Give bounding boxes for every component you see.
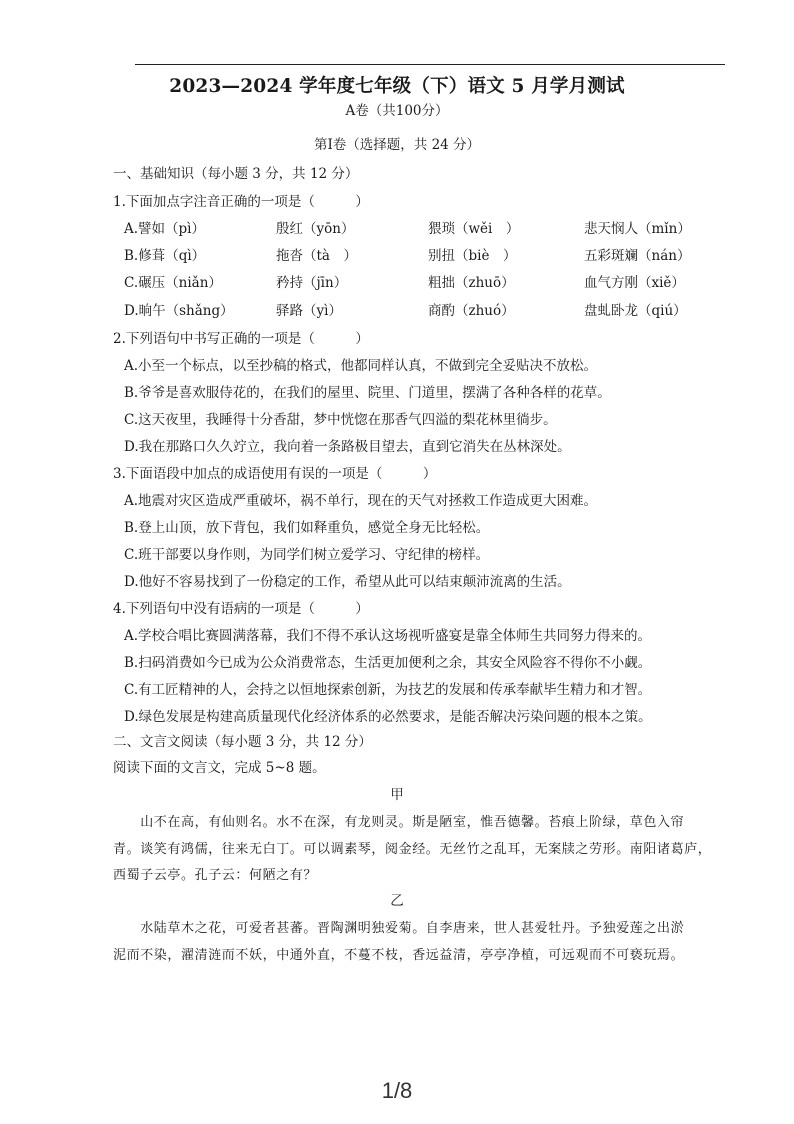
q1-option-d-word3: 商酌（zhuó） (428, 303, 515, 319)
q1-option-d-word4: 盘虬卧龙（qiú） (584, 303, 687, 319)
section2-heading: 二、文言文阅读（每小题 3 分，共 12 分） (113, 734, 372, 750)
q1-option-a-word2: 殷红（yōn） (276, 221, 355, 237)
q3-option-b: B.登上山顶，放下背包，我们如释重负，感觉全身无比轻松。 (124, 520, 490, 536)
q1-stem: 1.下面加点字注音正确的一项是（ ） (113, 194, 369, 210)
exam-subtitle: A卷（共100分） (345, 103, 449, 119)
q2-stem: 2.下列语句中书写正确的一项是（ ） (113, 331, 369, 347)
q1-option-b-word4: 五彩斑斓（nán） (584, 248, 691, 264)
q2-option-c: C.这天夜里，我睡得十分香甜，梦中恍惚在那香气四溢的梨花林里徜步。 (124, 412, 557, 428)
section1-heading: 一、基础知识（每小题 3 分，共 12 分） (113, 166, 359, 182)
q4-stem: 4.下列语句中没有语病的一项是（ ） (113, 601, 369, 617)
passage-jia-line-2: 青。谈笑有鸿儒，往来无白丁。可以调素琴，阅金经。无丝竹之乱耳，无案牍之劳形。南阳诸葛庐， (113, 842, 712, 857)
q1-option-c-word4: 血气方刚（xiě） (584, 275, 685, 291)
part-heading: 第Ⅰ卷（选择题，共 24 分） (313, 137, 481, 153)
q1-option-d-word2: 驿路（yì） (276, 303, 342, 319)
q3-stem: 3.下面语段中加点的成语使用有误的一项是（ ） (113, 466, 437, 482)
q1-option-b-word2: 拖沓（tà ） (276, 248, 357, 264)
passage-jia-line-3: 西蜀子云亭。孔子云：何陋之有？ (113, 868, 318, 883)
passage-yi-label: 乙 (390, 893, 404, 909)
q1-option-a-word4: 悲天悯人（mǐn） (584, 221, 691, 237)
section2-intro: 阅读下面的文言文，完成 5~8 题。 (113, 760, 326, 776)
q3-option-d: D.他好不容易找到了一份稳定的工作，希望从此可以结束颠沛流离的生活。 (124, 574, 571, 590)
q3-option-c: C.班干部要以身作则，为同学们树立爱学习、守纪律的榜样。 (124, 547, 490, 563)
q1-option-c-word1: C.碾压（niǎn） (124, 275, 222, 291)
q4-option-d: D.绿色发展是构建高质量现代化经济体系的必然要求，是能否解决污染问题的根本之策。 (124, 709, 652, 725)
q3-option-a: A.地震对灾区造成严重破坏，祸不单行，现在的天气对拯救工作造成更大困难。 (124, 493, 598, 509)
passage-yi-line-2: 泥而不染，濯清涟而不妖，中通外直，不蔓不枝，香远益清，亭亭净植，可远观而不可亵玩焉。 (113, 948, 685, 963)
q1-option-c-word3: 粗拙（zhuō） (428, 275, 515, 291)
page-number: 1/8 (381, 1078, 413, 1103)
passage-jia-label: 甲 (390, 787, 404, 803)
q1-option-b-word1: B.修葺（qì） (124, 248, 206, 264)
q4-option-b: B.扫码消费如今已成为公众消费常态，生活更加便利之余，其安全风险容不得你不小觑。 (124, 655, 652, 671)
q1-option-b-word3: 别扭（biè ） (428, 248, 517, 264)
q2-option-a: A.小至一个标点，以至抄稿的格式，他都同样认真，不做到完全妥贴决不放松。 (124, 358, 598, 374)
q4-option-a: A.学校合唱比赛圆满落幕，我们不得不承认这场视听盛宴是靠全体师生共同努力得来的。 (124, 628, 652, 644)
header-rule (135, 64, 725, 65)
q1-option-a-word1: A.譬如（pì） (124, 221, 205, 237)
passage-jia-line-1: 山不在高，有仙则名。水不在深，有龙则灵。斯是陋室，惟吾德馨。苔痕上阶绿，草色入帘 (113, 815, 685, 830)
q1-option-d-word1: D.晌午（shǎng） (124, 303, 234, 319)
exam-title: 2023—2024 学年度七年级（下）语文 5 月学月测试 (169, 76, 625, 97)
q1-option-c-word2: 矜持（jīn） (276, 275, 348, 291)
q1-option-a-word3: 猥琐（wěi ） (428, 221, 520, 237)
q2-option-d: D.我在那路口久久竚立，我向着一条路极目望去，直到它消失在丛林深处。 (124, 439, 571, 455)
q4-option-c: C.有工匠精神的人，会持之以恒地探索创新，为技艺的发展和传承奉献毕生精力和才智。 (124, 682, 652, 698)
q2-option-b: B.爷爷是喜欢服侍花的，在我们的屋里、院里、门道里，摆满了各种各样的花草。 (124, 385, 611, 401)
passage-yi-line-1: 水陆草木之花，可爱者甚蕃。晋陶渊明独爱菊。自李唐来，世人甚爱牡丹。予独爱莲之出淤 (113, 921, 685, 936)
